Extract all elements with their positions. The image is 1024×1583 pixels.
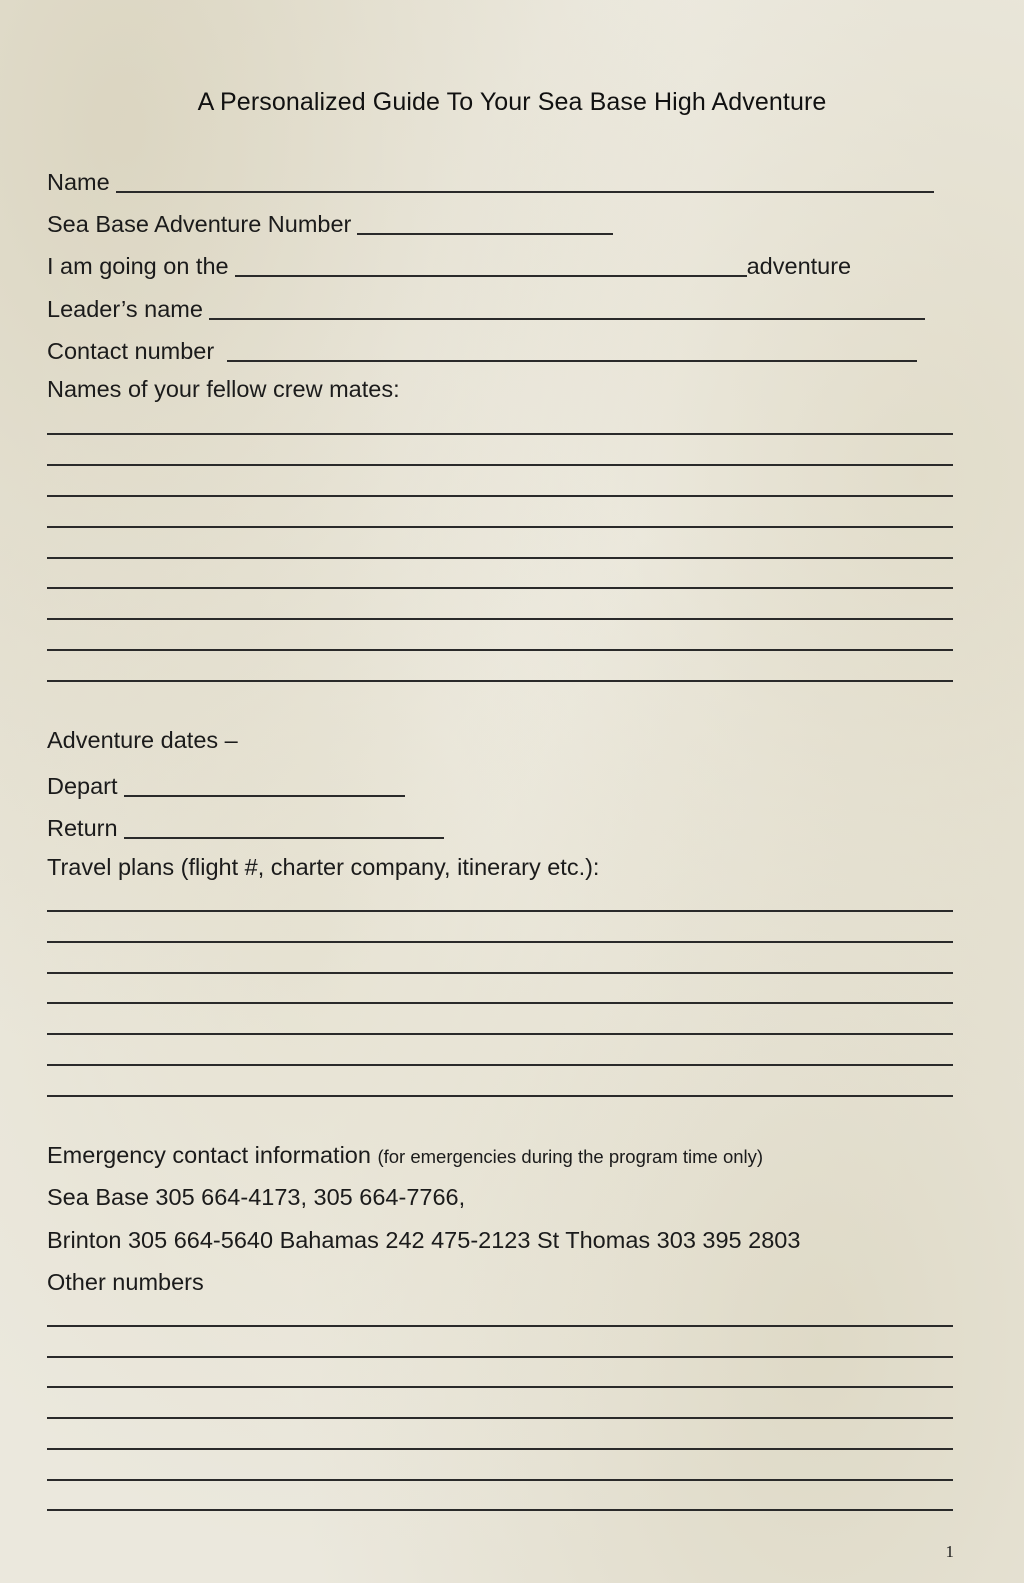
name-row (47, 166, 934, 196)
travel-line[interactable] (47, 910, 953, 912)
travel-line[interactable] (47, 1095, 953, 1097)
emergency-heading-label: Emergency contact information (47, 1142, 371, 1168)
adventure-number-row (47, 208, 613, 238)
leader-label: Leader’s name (47, 296, 203, 322)
crew-line[interactable] (47, 464, 953, 466)
contact-field[interactable] (227, 338, 917, 362)
adventure-type-label: I am going on the (47, 253, 229, 279)
travel-line[interactable] (47, 972, 953, 974)
crew-line[interactable] (47, 433, 953, 435)
travel-line[interactable] (47, 941, 953, 943)
crew-line[interactable] (47, 587, 953, 589)
other-number-line[interactable] (47, 1448, 953, 1450)
emergency-line-1: Sea Base 305 664-4173, 305 664-7766, (47, 1184, 466, 1210)
other-number-line[interactable] (47, 1386, 953, 1388)
return-label: Return (47, 815, 118, 841)
leader-field[interactable] (209, 296, 925, 320)
adventure-number-label: Sea Base Adventure Number (47, 211, 352, 237)
travel-heading: Travel plans (flight #, charter company, itinerary etc.): (47, 854, 600, 880)
crew-line[interactable] (47, 680, 953, 682)
other-number-line[interactable] (47, 1356, 953, 1358)
adventure-type-row (47, 250, 851, 280)
crew-line[interactable] (47, 649, 953, 651)
travel-line[interactable] (47, 1033, 953, 1035)
contact-label: Contact number (47, 338, 215, 364)
crew-line[interactable] (47, 557, 953, 559)
page-title: A Personalized Guide To Your Sea Base High Adventure (197, 88, 827, 116)
leader-row (47, 293, 925, 323)
other-numbers-heading: Other numbers (47, 1269, 204, 1295)
other-number-line[interactable] (47, 1417, 953, 1419)
other-number-line[interactable] (47, 1479, 953, 1481)
depart-label: Depart (47, 773, 118, 799)
crew-heading: Names of your fellow crew mates: (47, 376, 400, 402)
adventure-number-field[interactable] (357, 211, 613, 235)
other-number-line[interactable] (47, 1325, 953, 1327)
depart-field[interactable] (124, 773, 405, 797)
name-label: Name (47, 169, 110, 195)
emergency-line-2: Brinton 305 664-5640 Bahamas 242 475-2123 St Thomas 303 395 2803 (47, 1227, 801, 1253)
crew-line[interactable] (47, 526, 953, 528)
crew-line[interactable] (47, 495, 953, 497)
dates-heading: Adventure dates – (47, 727, 238, 753)
other-number-line[interactable] (47, 1509, 953, 1511)
return-row (47, 812, 444, 842)
travel-line[interactable] (47, 1064, 953, 1066)
emergency-note: (for emergencies during the program time only) (377, 1146, 764, 1167)
depart-row (47, 770, 405, 800)
adventure-suffix-label: adventure (746, 253, 852, 279)
emergency-heading (47, 1140, 763, 1172)
return-field[interactable] (124, 815, 444, 839)
travel-line[interactable] (47, 1002, 953, 1004)
contact-row (47, 335, 917, 365)
crew-line[interactable] (47, 618, 953, 620)
page-number: 1 (945, 1542, 954, 1561)
name-field[interactable] (116, 169, 934, 193)
adventure-type-field[interactable] (235, 253, 747, 277)
